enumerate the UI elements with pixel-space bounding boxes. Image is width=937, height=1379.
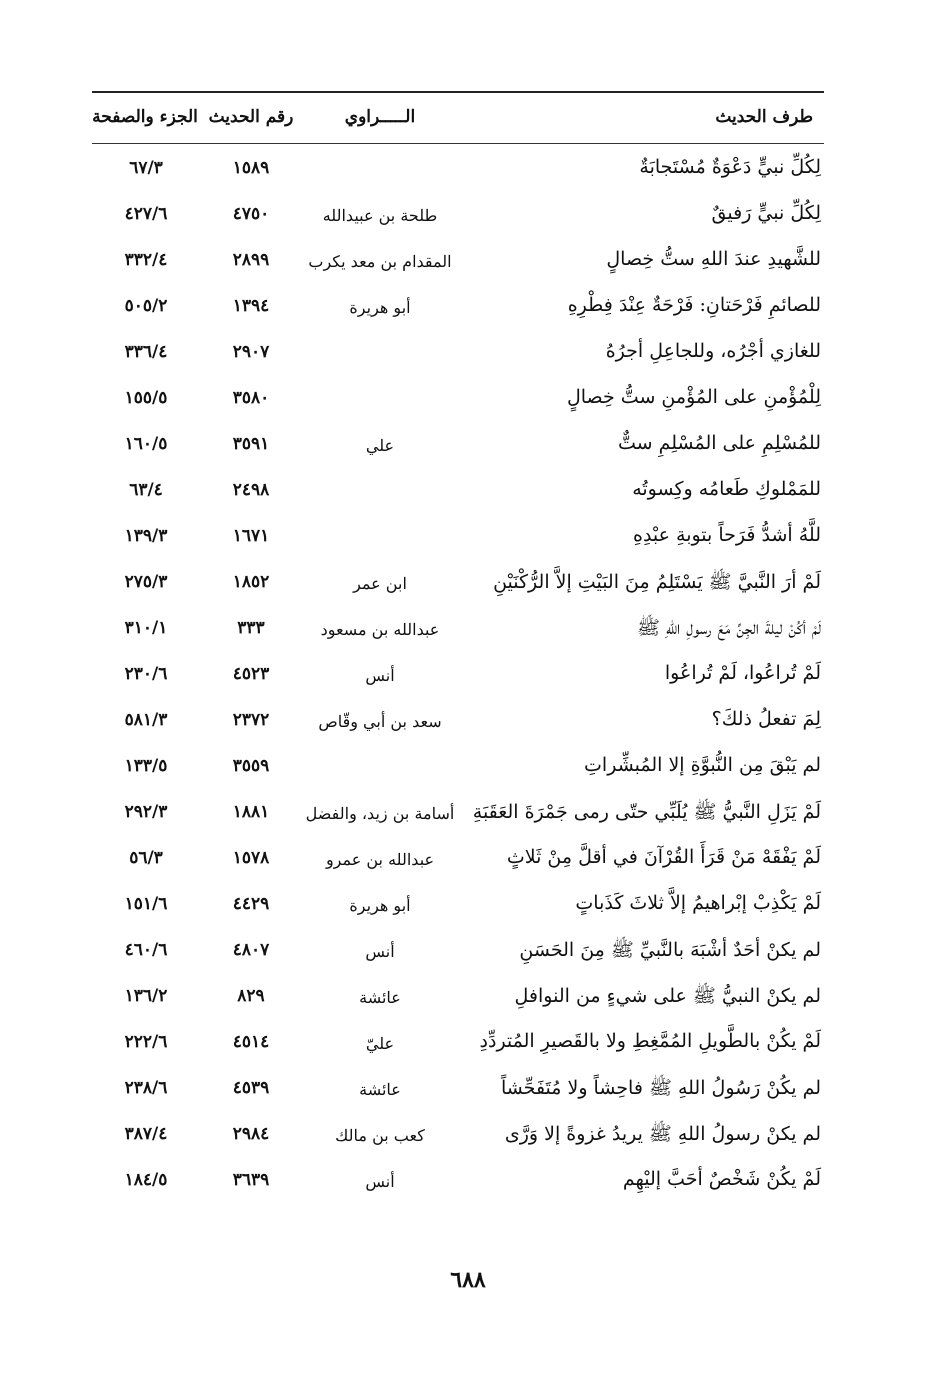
header-rawi: الـــــراوي bbox=[344, 107, 416, 127]
volume-page: ٤٦٠/٦ bbox=[124, 940, 168, 960]
table-row bbox=[0, 654, 937, 700]
volume-page: ٢٧٥/٣ bbox=[124, 572, 168, 592]
volume-page: ١٦٠/٥ bbox=[124, 434, 168, 454]
volume-page: ٢٩٢/٣ bbox=[124, 802, 168, 822]
hadith-number: ١٨٥٢ bbox=[232, 572, 270, 592]
hadith-text: لَمْ يَفْقَهْ مَنْ قَرَأَ القُرْآنَ في أقلَّ مِنْ ثَلاثٍ bbox=[506, 846, 821, 868]
volume-page: ١٣٣/٥ bbox=[124, 756, 168, 776]
hadith-text: لم يكنْ رسولُ اللهِ ﷺ يريدُ غزوةً إلا وَرَّى bbox=[504, 1123, 821, 1145]
table-row bbox=[0, 700, 937, 746]
hadith-number: ٤٨٠٧ bbox=[232, 940, 270, 960]
table-row bbox=[0, 240, 937, 286]
hadith-text: لَمْ يكُنْ شَخْصٌ أحَبَّ إليْهِم bbox=[622, 1168, 821, 1190]
volume-page: ٢٢٢/٦ bbox=[124, 1032, 168, 1052]
hadith-number: ٣٥٥٩ bbox=[232, 756, 270, 776]
hadith-text: للصائمِ فَرْحَتانِ: فَرْحَةٌ عِنْدَ فِطْرِهِ bbox=[567, 294, 821, 316]
volume-page: ١٨٤/٥ bbox=[124, 1170, 168, 1190]
hadith-text: لَمْ أكُنْ ليلةَ الجِنِّ مَعَ رسولِ اللهِ ﷺ bbox=[637, 617, 821, 639]
table-row bbox=[0, 1068, 937, 1114]
hadith-number: ١٨٨١ bbox=[232, 802, 270, 822]
hadith-number: ١٣٩٤ bbox=[232, 296, 270, 316]
volume-page: ١٥٥/٥ bbox=[124, 388, 168, 408]
hadith-text: للشَّهيدِ عندَ اللهِ ستُّ خِصالٍ bbox=[606, 248, 821, 270]
table-row bbox=[0, 1022, 937, 1068]
hadith-text: لِكُلِّ نبيٍّ رَفيقٌ bbox=[711, 202, 821, 224]
table-row bbox=[0, 1114, 937, 1160]
hadith-text: لِمَ تفعلُ ذلكَ؟ bbox=[711, 708, 821, 730]
rawi-name: عائشة bbox=[359, 988, 401, 1007]
rawi-name: طلحة بن عبيدالله bbox=[322, 206, 438, 225]
hadith-number: ٣٥٩١ bbox=[232, 434, 270, 454]
rawi-name: المقدام بن معد يكرب bbox=[308, 252, 452, 271]
hadith-text: لِكُلِّ نبيٍّ دَعْوَةٌ مُسْتَجابَةٌ bbox=[639, 156, 821, 178]
hadith-text: لِلْمُؤْمنِ على المُؤْمنِ ستُّ خِصالٍ bbox=[566, 386, 821, 408]
table-row bbox=[0, 838, 937, 884]
volume-page: ٤٢٧/٦ bbox=[124, 204, 168, 224]
rawi-name: أسامة بن زيد، والفضل bbox=[305, 804, 455, 823]
rawi-name: عبدالله بن مسعود bbox=[320, 620, 440, 639]
table-row bbox=[0, 976, 937, 1022]
rawi-name: علي bbox=[365, 436, 395, 455]
hadith-text: لَمْ يَزَلِ النَّبيُّ ﷺ يُلَبِّي حتّى رمى جَمْرَةَ العَقَبَةِ bbox=[472, 801, 821, 823]
table-row bbox=[0, 378, 937, 424]
volume-page: ١٥١/٦ bbox=[124, 894, 168, 914]
table-row bbox=[0, 562, 937, 608]
hadith-text: للغازي أجْرُه، وللجاعِلِ أجرُهُ bbox=[605, 340, 821, 362]
volume-page: ٥٠٥/٢ bbox=[124, 296, 168, 316]
volume-page: ٣٨٧/٤ bbox=[124, 1124, 168, 1144]
volume-page: ٢٣٠/٦ bbox=[124, 664, 168, 684]
hadith-number: ٣٣٣ bbox=[237, 618, 265, 638]
hadith-number: ٨٢٩ bbox=[237, 986, 265, 1006]
rawi-name: أبو هريرة bbox=[349, 298, 411, 317]
hadith-text: لَمْ أرَ النَّبيَّ ﷺ يَسْتَلِمُ مِنَ البَيْتِ إلاَّ الرُّكْنَيْنِ bbox=[493, 571, 821, 593]
hadith-text: لم يكنْ النبيُّ ﷺ على شيءٍ من النوافلِ bbox=[514, 985, 821, 1007]
hadith-text: لم يكُنْ رَسُولُ اللهِ ﷺ فاحِشاً ولا مُتَفَحِّشاً bbox=[500, 1077, 821, 1099]
table-row bbox=[0, 194, 937, 240]
hadith-number: ٤٥٢٣ bbox=[232, 664, 270, 684]
table-row bbox=[0, 884, 937, 930]
hadith-text: لَمْ تُراعُوا، لَمْ تُراعُوا bbox=[664, 662, 821, 684]
header-hadith: طرف الحديث bbox=[715, 107, 813, 127]
table-row bbox=[0, 1160, 937, 1206]
table-row bbox=[0, 930, 937, 976]
volume-page: ٣٣٦/٤ bbox=[124, 342, 168, 362]
hadith-text: للَّهُ أشدُّ فَرَحاً بتوبةِ عبْدِهِ bbox=[632, 524, 821, 546]
hadith-number: ٤٤٢٩ bbox=[232, 894, 270, 914]
volume-page: ١٣٩/٣ bbox=[124, 526, 168, 546]
table-row bbox=[0, 608, 937, 654]
hadith-text: لم يكنْ أحَدٌ أشْبَهَ بالنَّبيِّ ﷺ مِنَ الحَسَنِ bbox=[519, 939, 821, 961]
rawi-name: أنس bbox=[365, 942, 395, 961]
hadith-number: ٣٥٨٠ bbox=[232, 388, 270, 408]
volume-page: ٢٣٨/٦ bbox=[124, 1078, 168, 1098]
hadith-text: لَمْ يَكْذِبْ إبْراهيمُ إلاَّ ثلاثَ كَذَباتٍ bbox=[575, 892, 821, 914]
table-row bbox=[0, 332, 937, 378]
hadith-text: لَمْ يكُنْ بالطَّويلِ المُمَّغِطِ ولا بالقَصيرِ المُتردِّدِ bbox=[479, 1030, 821, 1052]
rawi-name: كعب بن مالك bbox=[335, 1126, 425, 1145]
table-row bbox=[0, 792, 937, 838]
volume-page: ٣١٠/١ bbox=[124, 618, 168, 638]
hadith-number: ١٦٧١ bbox=[232, 526, 270, 546]
hadith-number: ٤٧٥٠ bbox=[232, 204, 270, 224]
hadith-number: ١٥٨٩ bbox=[232, 158, 270, 178]
hadith-number: ٤٥٣٩ bbox=[232, 1078, 270, 1098]
hadith-text: للمُسْلِمِ على المُسْلِمِ ستٌّ bbox=[617, 432, 821, 454]
page-number: ٦٨٨ bbox=[450, 1267, 486, 1293]
rawi-name: عبدالله بن عمرو bbox=[325, 850, 435, 869]
rawi-name: عائشة bbox=[359, 1080, 401, 1099]
hadith-number: ٢٩٨٤ bbox=[232, 1124, 270, 1144]
header-volume-page: الجزء والصفحة bbox=[92, 107, 198, 127]
rawi-name: سعد بن أبي وقّاص bbox=[318, 712, 442, 731]
volume-page: ٥٦/٣ bbox=[129, 848, 163, 868]
table-row bbox=[0, 516, 937, 562]
volume-page: ٣٣٢/٤ bbox=[124, 250, 168, 270]
hadith-number: ١٥٧٨ bbox=[232, 848, 270, 868]
rawi-name: أنس bbox=[365, 1172, 395, 1191]
top-rule bbox=[92, 91, 824, 93]
table-row bbox=[0, 424, 937, 470]
header-number: رقم الحديث bbox=[208, 107, 294, 127]
volume-page: ٦٧/٣ bbox=[129, 158, 163, 178]
rawi-name: أنس bbox=[365, 666, 395, 685]
rawi-name: ابن عمر bbox=[353, 574, 407, 593]
table-row bbox=[0, 148, 937, 194]
hadith-number: ٢٩٠٧ bbox=[232, 342, 270, 362]
table-row bbox=[0, 746, 937, 792]
header-rule bbox=[92, 143, 824, 144]
hadith-number: ٢٨٩٩ bbox=[232, 250, 270, 270]
volume-page: ٦٣/٤ bbox=[129, 480, 163, 500]
volume-page: ١٣٦/٢ bbox=[124, 986, 168, 1006]
rawi-name: عليّ bbox=[365, 1034, 395, 1053]
table-row bbox=[0, 470, 937, 516]
volume-page: ٥٨١/٣ bbox=[124, 710, 168, 730]
table-row bbox=[0, 286, 937, 332]
hadith-number: ٣٦٣٩ bbox=[232, 1170, 270, 1190]
hadith-number: ٢٤٩٨ bbox=[232, 480, 270, 500]
hadith-text: للمَمْلوكِ طَعامُه وكِسوتُه bbox=[632, 478, 821, 500]
hadith-number: ٢٣٧٢ bbox=[232, 710, 270, 730]
rawi-name: أبو هريرة bbox=[349, 896, 411, 915]
hadith-text: لم يَبْقَ مِن النُّبوَّةِ إلا المُبشِّراتِ bbox=[584, 754, 821, 776]
hadith-number: ٤٥١٤ bbox=[232, 1032, 270, 1052]
